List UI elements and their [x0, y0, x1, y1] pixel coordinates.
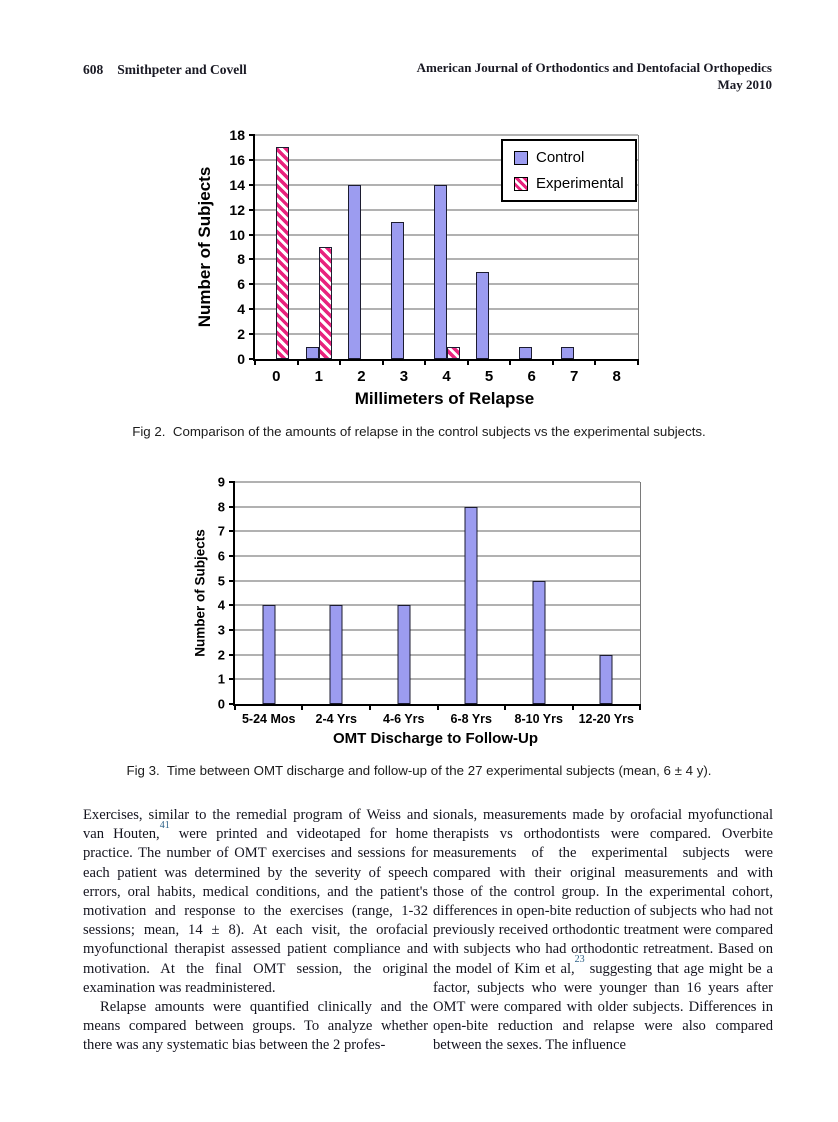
bar-control-7 [561, 347, 574, 359]
gridline [255, 209, 638, 210]
body-paragraph: sionals, measurements made by orofacial myofunctional therapists vs orthodontists were compared. Overbite measurements of the experimental subjects were compared with their original measurements and with those of the control group. In the experimental cohort, differences in open-bite reduction of subjects who had not previously received orthodontic treatment were compared with subjects who had orthodontic retreatment. Based on the model of Kim et al,$^{23}$ suggesting that age might be a factor, subjects who were younger than 16 years after OMT were compared with older subjects. Differences in open-bite reduction and relapse were also compared between the sexes. The influence [433, 807, 773, 1054]
gridline [255, 334, 638, 335]
y-tick-label: 14 [229, 176, 245, 193]
x-tick [382, 359, 384, 365]
bar-control-4 [434, 185, 447, 359]
x-tick [639, 704, 641, 710]
x-tick [254, 359, 256, 365]
y-tick-label: 18 [229, 127, 245, 143]
x-tick-label: 5 [484, 368, 494, 385]
bar-experimental-subjects-8-10yrs [532, 581, 545, 704]
y-tick-label: 4 [217, 597, 225, 613]
x-tick [301, 704, 303, 710]
page-number: 608 [83, 62, 104, 77]
gridline [255, 234, 638, 235]
bar-experimental-subjects-2-4yrs [330, 605, 343, 704]
x-tick-label: 4-6 Yrs [383, 712, 425, 726]
x-tick-label: 2-4 Yrs [315, 712, 357, 726]
gridline [235, 605, 640, 606]
legend-item-control [514, 149, 624, 166]
y-tick-label: 0 [217, 696, 225, 712]
y-tick-label: 12 [229, 201, 245, 218]
legend-label-control: Control [536, 149, 585, 166]
fig2-caption: Fig 2. Comparison of the amounts of relapse in the control subjects vs the experimental subjects. [132, 424, 706, 439]
x-tick [594, 359, 596, 365]
gridline [235, 506, 640, 507]
running-authors: Smithpeter and Covell [117, 62, 247, 77]
y-tick-label: 6 [217, 548, 225, 564]
body-paragraph: Relapse amounts were quantified clinically and the means compared between groups. To analyze whether there was any systematic bias between the 2 profes- [83, 999, 428, 1054]
y-tick-label: 0 [237, 351, 245, 367]
body-column-right [433, 806, 773, 1056]
fig3-x-axis-title: OMT Discharge to Follow-Up [333, 730, 538, 747]
x-tick-label: 2 [357, 368, 366, 385]
x-tick [234, 704, 236, 710]
x-tick [552, 359, 554, 365]
body-column-left [83, 806, 428, 1056]
bar-experimental-4 [447, 347, 460, 359]
y-tick-label: 2 [217, 647, 225, 663]
x-tick-label: 4 [442, 368, 451, 385]
bar-experimental-subjects-12-20yrs [600, 655, 613, 704]
bar-experimental-subjects-5-24mos [262, 605, 275, 704]
fig2-x-axis-title: Millimeters of Relapse [354, 389, 535, 408]
x-tick-label: 5-24 Mos [241, 712, 296, 726]
fig3-caption: Fig 3. Time between OMT discharge and follow-up of the 27 experimental subjects (mean, 6 ± 4 y). [126, 763, 712, 778]
fig3-plot-area [217, 474, 641, 726]
experimental-swatch-icon [514, 177, 528, 191]
y-tick-label: 9 [217, 474, 225, 490]
fig2-y-axis-title: Number of Subjects [195, 166, 214, 328]
legend-item-experimental [514, 175, 624, 192]
fig2-legend [501, 139, 637, 202]
bar-experimental-subjects-4-6yrs [397, 605, 410, 704]
x-tick-label: 1 [314, 368, 323, 385]
y-tick-label: 1 [217, 671, 225, 687]
x-tick [369, 704, 371, 710]
gridline [235, 531, 640, 532]
x-tick [637, 359, 639, 365]
bar-experimental-0 [276, 147, 289, 359]
y-tick-label: 16 [229, 151, 245, 168]
bar-control-6 [519, 347, 532, 359]
x-tick [437, 704, 439, 710]
x-tick [339, 359, 341, 365]
y-tick-label: 8 [237, 251, 245, 268]
fig2-relapse-bar-chart [183, 123, 663, 418]
gridline [255, 135, 638, 136]
bar-control-3 [391, 222, 404, 359]
x-tick [504, 704, 506, 710]
page-header [83, 60, 772, 93]
x-tick [424, 359, 426, 365]
y-tick-label: 3 [217, 622, 225, 638]
x-tick-label: 0 [272, 368, 281, 385]
x-tick [467, 359, 469, 365]
control-swatch-icon [514, 151, 528, 165]
x-tick-label: 8 [612, 368, 621, 385]
bar-experimental-1 [319, 247, 332, 359]
y-tick-label: 5 [217, 573, 225, 589]
y-tick-label: 8 [217, 499, 225, 515]
x-tick [572, 704, 574, 710]
issue-date: May 2010 [717, 76, 772, 92]
legend-label-experimental: Experimental [536, 175, 624, 192]
x-tick-label: 8-10 Yrs [514, 712, 563, 726]
bar-control-1 [306, 347, 319, 359]
x-tick-label: 12-20 Yrs [578, 712, 634, 726]
gridline [235, 679, 640, 680]
running-head [83, 60, 247, 93]
gridline [255, 284, 638, 285]
body-paragraph: Exercises, similar to the remedial program of Weiss and van Houten,$^{41}$ were printed and videotaped for home practice. The number of OMT exercises and sessions for each patient was determined by the severity of speech errors, oral habits, medical conditions, and the patient's motivation and response to the exercises (range, 1-32 sessions; mean, 14 ± 8). At each visit, the orofacial myofunctional therapist assessed patient compliance and motivation. At the final OMT session, the original examination was readministered. [83, 807, 428, 996]
x-tick-label: 6-8 Yrs [450, 712, 492, 726]
gridline [235, 630, 640, 631]
y-tick-label: 4 [237, 301, 245, 318]
y-tick-label: 10 [229, 226, 245, 243]
citation-ref-41[interactable]: 41 [159, 819, 170, 831]
gridline [255, 259, 638, 260]
gridline [235, 556, 640, 557]
gridline [235, 654, 640, 655]
y-tick-label: 6 [237, 276, 245, 293]
journal-info [417, 60, 772, 93]
x-tick-label: 3 [399, 368, 409, 385]
x-tick [297, 359, 299, 365]
y-tick-label: 2 [237, 326, 245, 343]
fig3-followup-bar-chart [183, 468, 663, 768]
x-tick-label: 6 [527, 368, 536, 385]
bar-control-5 [476, 272, 489, 359]
journal-name: American Journal of Orthodontics and Dentofacial Orthopedics [416, 60, 772, 75]
citation-ref-23[interactable]: 23 [574, 954, 585, 966]
gridline [235, 482, 640, 483]
gridline [235, 580, 640, 581]
bar-experimental-subjects-6-8yrs [465, 507, 478, 704]
x-tick-label: 7 [569, 368, 579, 385]
x-tick [509, 359, 511, 365]
fig3-y-axis-title: Number of Subjects [192, 529, 208, 657]
gridline [255, 309, 638, 310]
y-tick-label: 7 [217, 523, 225, 539]
bar-control-2 [348, 185, 361, 359]
